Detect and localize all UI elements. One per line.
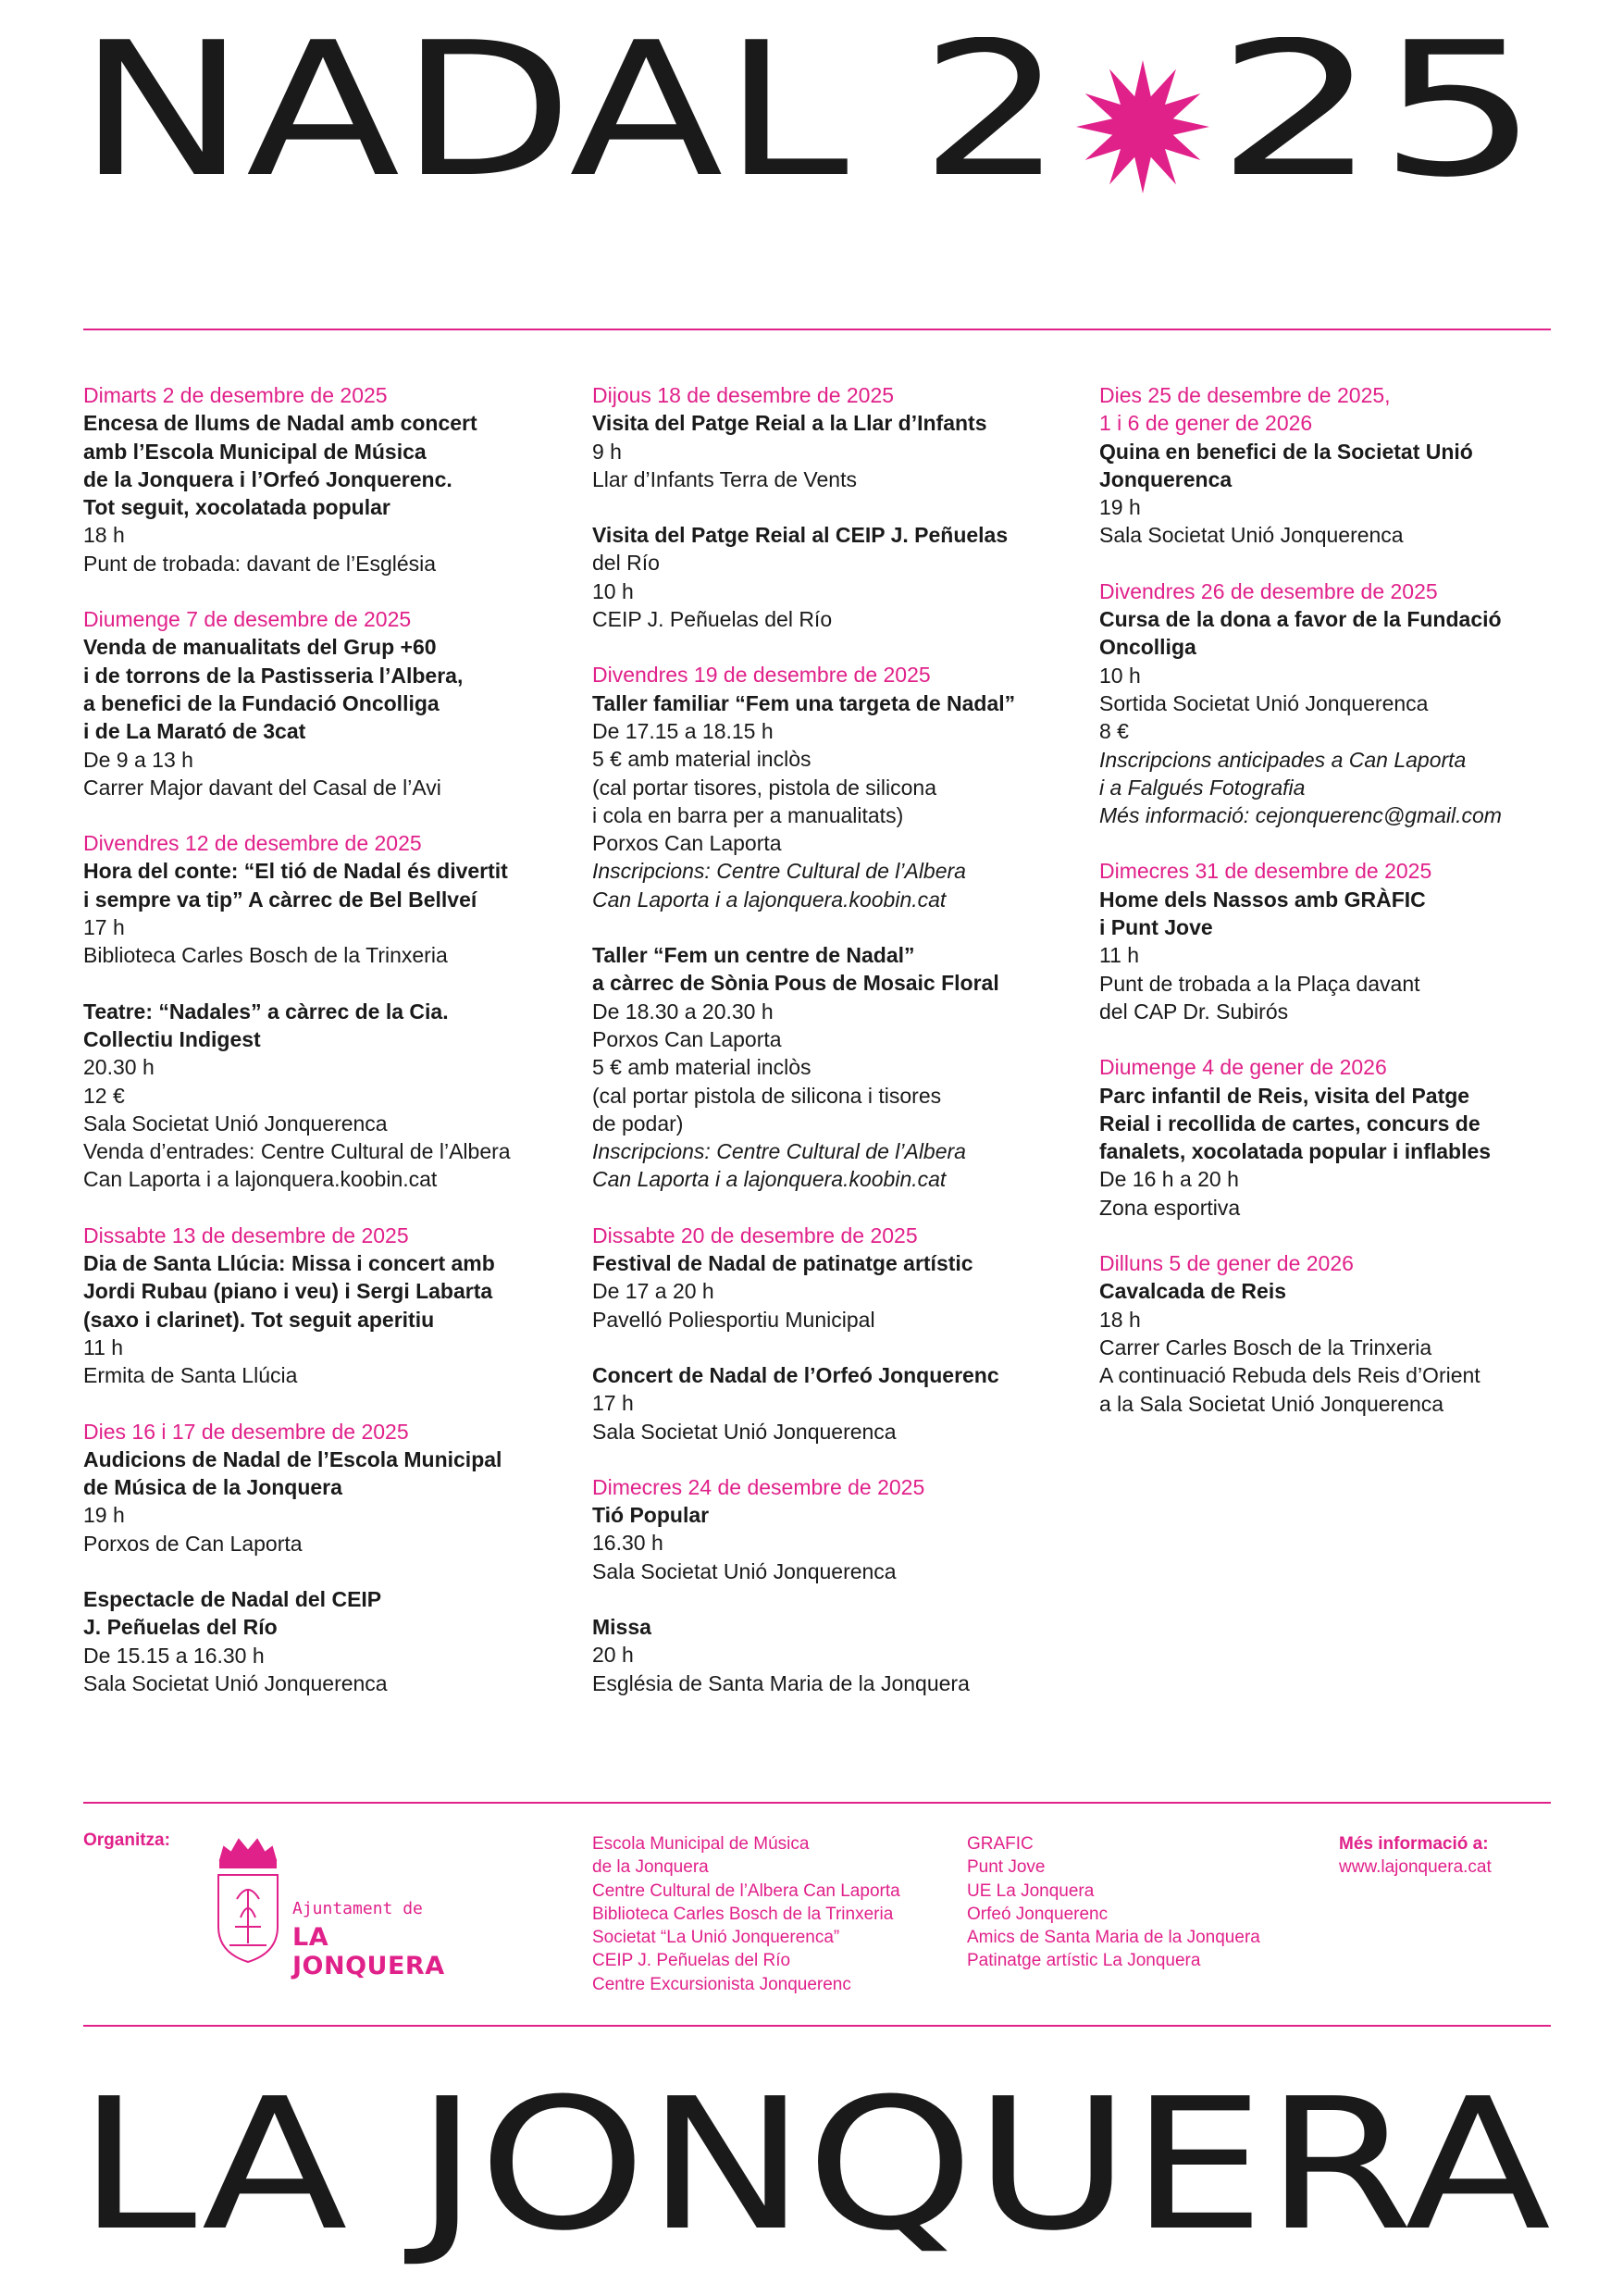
event-detail: De 16 h a 20 h: [1099, 1167, 1239, 1192]
event-block: [592, 1361, 1073, 1446]
collaborator-item: UE La Jonquera: [967, 1880, 1095, 1901]
divider-top: [83, 329, 1551, 330]
event-title: i Punt Jove: [1099, 915, 1213, 940]
event-block: [83, 1222, 564, 1390]
event-detail: 20.30 h: [83, 1055, 155, 1080]
event-note: Inscripcions: Centre Cultural de l’Albera: [592, 859, 966, 884]
more-info-label: Més informació a:: [1339, 1834, 1489, 1854]
event-title: Cavalcada de Reis: [1099, 1279, 1287, 1304]
event-detail: A continuació Rebuda dels Reis d’Orient: [1099, 1363, 1481, 1388]
events-column-1: [83, 381, 564, 1725]
event-block: [83, 1585, 564, 1697]
event-title: Collectiu Indigest: [83, 1026, 261, 1051]
town-name-text: LA JONQUERA: [78, 2087, 1551, 2271]
event-block: [1099, 857, 1580, 1025]
event-title: Parc infantil de Reis, visita del Patge: [1099, 1083, 1470, 1108]
event-detail: Can Laporta i a lajonquera.koobin.cat: [83, 1167, 438, 1192]
event-title: fanalets, xocolatada popular i inflables: [1099, 1139, 1492, 1164]
event-title: Hora del conte: “El tió de Nadal és divertit: [83, 859, 508, 884]
event-title: Reial i recollida de cartes, concurs de: [1099, 1111, 1481, 1136]
event-detail: 5 € amb material inclòs: [592, 1055, 812, 1080]
event-block: [83, 829, 564, 969]
event-title: Jordi Rubau (piano i veu) i Sergi Labarta: [83, 1279, 493, 1304]
event-date: Dijous 18 de desembre de 2025: [592, 383, 895, 407]
collaborator-item: de la Jonquera: [592, 1857, 709, 1878]
event-detail: 5 € amb material inclòs: [592, 747, 812, 772]
event-title: Concert de Nadal de l’Orfeó Jonquerenc: [592, 1362, 999, 1387]
event-title: Tot seguit, xocolatada popular: [83, 495, 390, 520]
event-detail: Punt de trobada: davant de l’Església: [83, 551, 437, 576]
collaborator-item: Centre Excursionista Jonquerenc: [592, 1974, 851, 1994]
event-title: Oncolliga: [1099, 635, 1196, 660]
event-block: [592, 661, 1073, 913]
event-detail: 11 h: [1099, 943, 1140, 968]
event-title: Visita del Patge Reial a la Llar d’Infants: [592, 411, 987, 436]
event-note: Inscripcions anticipades a Can Laporta: [1099, 747, 1467, 772]
event-detail: De 9 a 13 h: [83, 747, 193, 772]
event-detail: Sala Societat Unió Jonquerenca: [83, 1111, 388, 1136]
event-title: i de torrons de la Pastisseria l’Albera,: [83, 663, 464, 688]
event-note: Can Laporta i a lajonquera.koobin.cat: [592, 887, 947, 912]
event-date: Dilluns 5 de gener de 2026: [1099, 1251, 1354, 1276]
collaborator-item: Patinatge artístic La Jonquera: [967, 1951, 1201, 1971]
event-date: Dies 16 i 17 de desembre de 2025: [83, 1419, 409, 1444]
event-detail: (cal portar tisores, pistola de silicona: [592, 775, 936, 800]
logo-line1: Ajuntament de: [292, 1899, 423, 1918]
event-block: [83, 1418, 564, 1558]
event-block: [592, 1222, 1073, 1334]
collaborators-list-2: [967, 1832, 1260, 1973]
event-note: i a Falgués Fotografia: [1099, 775, 1306, 800]
event-detail: de podar): [592, 1111, 684, 1136]
event-detail: 19 h: [83, 1503, 125, 1528]
event-title: Teatre: “Nadales” a càrrec de la Cia.: [83, 999, 449, 1024]
event-title: a càrrec de Sònia Pous de Mosaic Floral: [592, 971, 999, 996]
event-title: de Música de la Jonquera: [83, 1475, 342, 1500]
event-date: 1 i 6 de gener de 2026: [1099, 411, 1313, 436]
event-detail: 10 h: [592, 578, 634, 603]
event-detail: Sortida Societat Unió Jonquerenca: [1099, 690, 1429, 715]
title-right-text: 25: [1216, 37, 1540, 218]
event-title: i sempre va tip” A càrrec de Bel Bellveí: [83, 887, 477, 912]
event-detail: Carrer Major davant del Casal de l’Avi: [83, 775, 441, 800]
collaborator-item: GRAFIC: [967, 1834, 1034, 1854]
event-detail: Porxos de Can Laporta: [83, 1531, 303, 1556]
event-date: Divendres 12 de desembre de 2025: [83, 831, 422, 856]
event-detail: (cal portar pistola de silicona i tisores: [592, 1083, 942, 1108]
event-detail: Venda d’entrades: Centre Cultural de l’Albera: [83, 1139, 511, 1164]
event-title: Dia de Santa Llúcia: Missa i concert amb: [83, 1251, 495, 1276]
divider-footer-top: [83, 1802, 1551, 1804]
collaborator-item: Punt Jove: [967, 1857, 1046, 1878]
event-detail: i cola en barra per a manualitats): [592, 802, 904, 827]
event-note: Can Laporta i a lajonquera.koobin.cat: [592, 1167, 947, 1192]
event-date: Dissabte 13 de desembre de 2025: [83, 1222, 409, 1247]
event-detail: 17 h: [592, 1391, 634, 1416]
logo-line2: LA JONQUERA: [292, 1923, 445, 1980]
event-title: Espectacle de Nadal del CEIP: [83, 1586, 382, 1611]
collaborator-item: Orfeó Jonquerenc: [967, 1904, 1109, 1924]
ajuntament-logo: [211, 1834, 489, 1980]
event-date: Diumenge 4 de gener de 2026: [1099, 1055, 1387, 1080]
event-title: Taller familiar “Fem una targeta de Nadal”: [592, 690, 1016, 715]
town-name-svg: [78, 2087, 1558, 2272]
event-detail: Sala Societat Unió Jonquerenca: [1099, 523, 1404, 548]
collaborator-item: CEIP J. Peñuelas del Río: [592, 1951, 791, 1971]
event-title: Visita del Patge Reial al CEIP J. Peñuelas: [592, 523, 1009, 548]
event-block: [83, 605, 564, 801]
events-column-2: [592, 381, 1073, 1725]
more-info: [1339, 1832, 1492, 1880]
event-date: Diumenge 7 de desembre de 2025: [83, 607, 412, 632]
event-detail: Sala Societat Unió Jonquerenca: [592, 1419, 897, 1444]
event-detail: Sala Societat Unió Jonquerenca: [83, 1670, 388, 1695]
divider-footer-bottom: [83, 2025, 1551, 2027]
event-block: [1099, 1249, 1580, 1418]
coat-of-arms-icon: [211, 1834, 285, 1973]
event-block: [83, 381, 564, 577]
event-title: J. Peñuelas del Río: [83, 1615, 278, 1640]
event-detail: Pavelló Poliesportiu Municipal: [592, 1307, 875, 1332]
title-svg: [78, 37, 1549, 250]
event-detail: Biblioteca Carles Bosch de la Trinxeria: [83, 943, 448, 968]
collaborator-item: Biblioteca Carles Bosch de la Trinxeria: [592, 1904, 894, 1924]
star-icon: [1076, 60, 1209, 193]
event-date: Dissabte 20 de desembre de 2025: [592, 1222, 918, 1247]
town-name: [78, 2087, 1558, 2272]
event-date: Dimecres 31 de desembre de 2025: [1099, 859, 1432, 884]
event-detail: 18 h: [83, 523, 125, 548]
event-title: Audicions de Nadal de l’Escola Municipal: [83, 1446, 502, 1471]
organitza-label: Organitza:: [83, 1831, 170, 1850]
event-title: Festival de Nadal de patinatge artístic: [592, 1251, 973, 1276]
event-date: Divendres 26 de desembre de 2025: [1099, 578, 1438, 603]
event-block: [1099, 577, 1580, 830]
event-title: de la Jonquera i l’Orfeó Jonquerenc.: [83, 466, 452, 491]
event-detail: Església de Santa Maria de la Jonquera: [592, 1670, 970, 1695]
event-note: Més informació: cejonquerenc@gmail.com: [1099, 803, 1502, 828]
collaborators-list-1: [592, 1832, 900, 1996]
event-title: Quina en benefici de la Societat Unió: [1099, 439, 1473, 464]
event-block: [1099, 381, 1580, 550]
event-detail: 9 h: [592, 439, 622, 464]
event-title: Cursa de la dona a favor de la Fundació: [1099, 607, 1502, 632]
event-detail: 18 h: [1099, 1307, 1141, 1332]
event-detail: Ermita de Santa Llúcia: [83, 1363, 298, 1388]
collaborator-item: Centre Cultural de l’Albera Can Laporta: [592, 1880, 900, 1901]
event-detail: 17 h: [83, 915, 125, 940]
event-block: [592, 381, 1073, 493]
event-date: Dimecres 24 de desembre de 2025: [592, 1474, 925, 1499]
event-title: Encesa de llums de Nadal amb concert: [83, 411, 477, 436]
event-title: Venda de manualitats del Grup +60: [83, 635, 437, 660]
event-note: Inscripcions: Centre Cultural de l’Albera: [592, 1139, 966, 1164]
event-title: (saxo i clarinet). Tot seguit aperitiu: [83, 1307, 435, 1332]
collaborator-item: Escola Municipal de Música: [592, 1834, 810, 1854]
event-title: Jonquerenca: [1099, 466, 1233, 491]
event-detail: Llar d’Infants Terra de Vents: [592, 466, 857, 491]
event-detail: 20 h: [592, 1643, 634, 1668]
event-date: Dimarts 2 de desembre de 2025: [83, 383, 388, 407]
event-block: [83, 998, 564, 1194]
event-detail: Punt de trobada a la Plaça davant: [1099, 971, 1420, 996]
event-title: Missa: [592, 1614, 651, 1639]
event-detail: del Río: [592, 551, 660, 576]
event-detail: Zona esportiva: [1099, 1195, 1241, 1220]
event-detail: De 15.15 a 16.30 h: [83, 1643, 265, 1668]
event-detail: 11 h: [83, 1334, 124, 1359]
events-column-3: [1099, 381, 1580, 1446]
collaborator-item: Societat “La Unió Jonquerenca”: [592, 1928, 840, 1948]
event-detail: 12 €: [83, 1083, 125, 1108]
event-detail: del CAP Dr. Subirós: [1099, 999, 1289, 1024]
event-detail: Carrer Carles Bosch de la Trinxeria: [1099, 1334, 1432, 1359]
event-block: [592, 941, 1073, 1194]
event-title: amb l’Escola Municipal de Música: [83, 439, 427, 464]
event-block: [592, 1613, 1073, 1697]
event-detail: De 17.15 a 18.15 h: [592, 718, 774, 743]
event-detail: 10 h: [1099, 663, 1141, 688]
event-detail: Porxos Can Laporta: [592, 831, 782, 856]
event-title: Tió Popular: [592, 1503, 710, 1528]
event-detail: 19 h: [1099, 495, 1141, 520]
event-detail: 8 €: [1099, 719, 1129, 744]
event-title: a benefici de la Fundació Oncolliga: [83, 690, 440, 715]
event-detail: CEIP J. Peñuelas del Río: [592, 607, 833, 632]
collaborator-item: Amics de Santa Maria de la Jonquera: [967, 1928, 1260, 1948]
event-title: Home dels Nassos amb GRÀFIC: [1099, 887, 1426, 912]
poster-title: [78, 37, 1549, 250]
event-detail: De 18.30 a 20.30 h: [592, 999, 774, 1024]
event-block: [592, 521, 1073, 633]
event-date: Dies 25 de desembre de 2025,: [1099, 383, 1391, 407]
event-block: [592, 1473, 1073, 1585]
event-detail: a la Sala Societat Unió Jonquerenca: [1099, 1391, 1444, 1416]
event-block: [1099, 1053, 1580, 1222]
title-left-text: NADAL 2: [78, 37, 1063, 218]
event-detail: Porxos Can Laporta: [592, 1026, 782, 1051]
more-info-link[interactable]: www.lajonquera.cat: [1339, 1857, 1492, 1878]
event-detail: Sala Societat Unió Jonquerenca: [592, 1558, 897, 1583]
event-detail: De 17 a 20 h: [592, 1279, 714, 1304]
event-title: i de La Marató de 3cat: [83, 719, 306, 744]
event-date: Divendres 19 de desembre de 2025: [592, 663, 931, 688]
event-detail: 16.30 h: [592, 1531, 663, 1556]
event-title: Taller “Fem un centre de Nadal”: [592, 943, 915, 968]
